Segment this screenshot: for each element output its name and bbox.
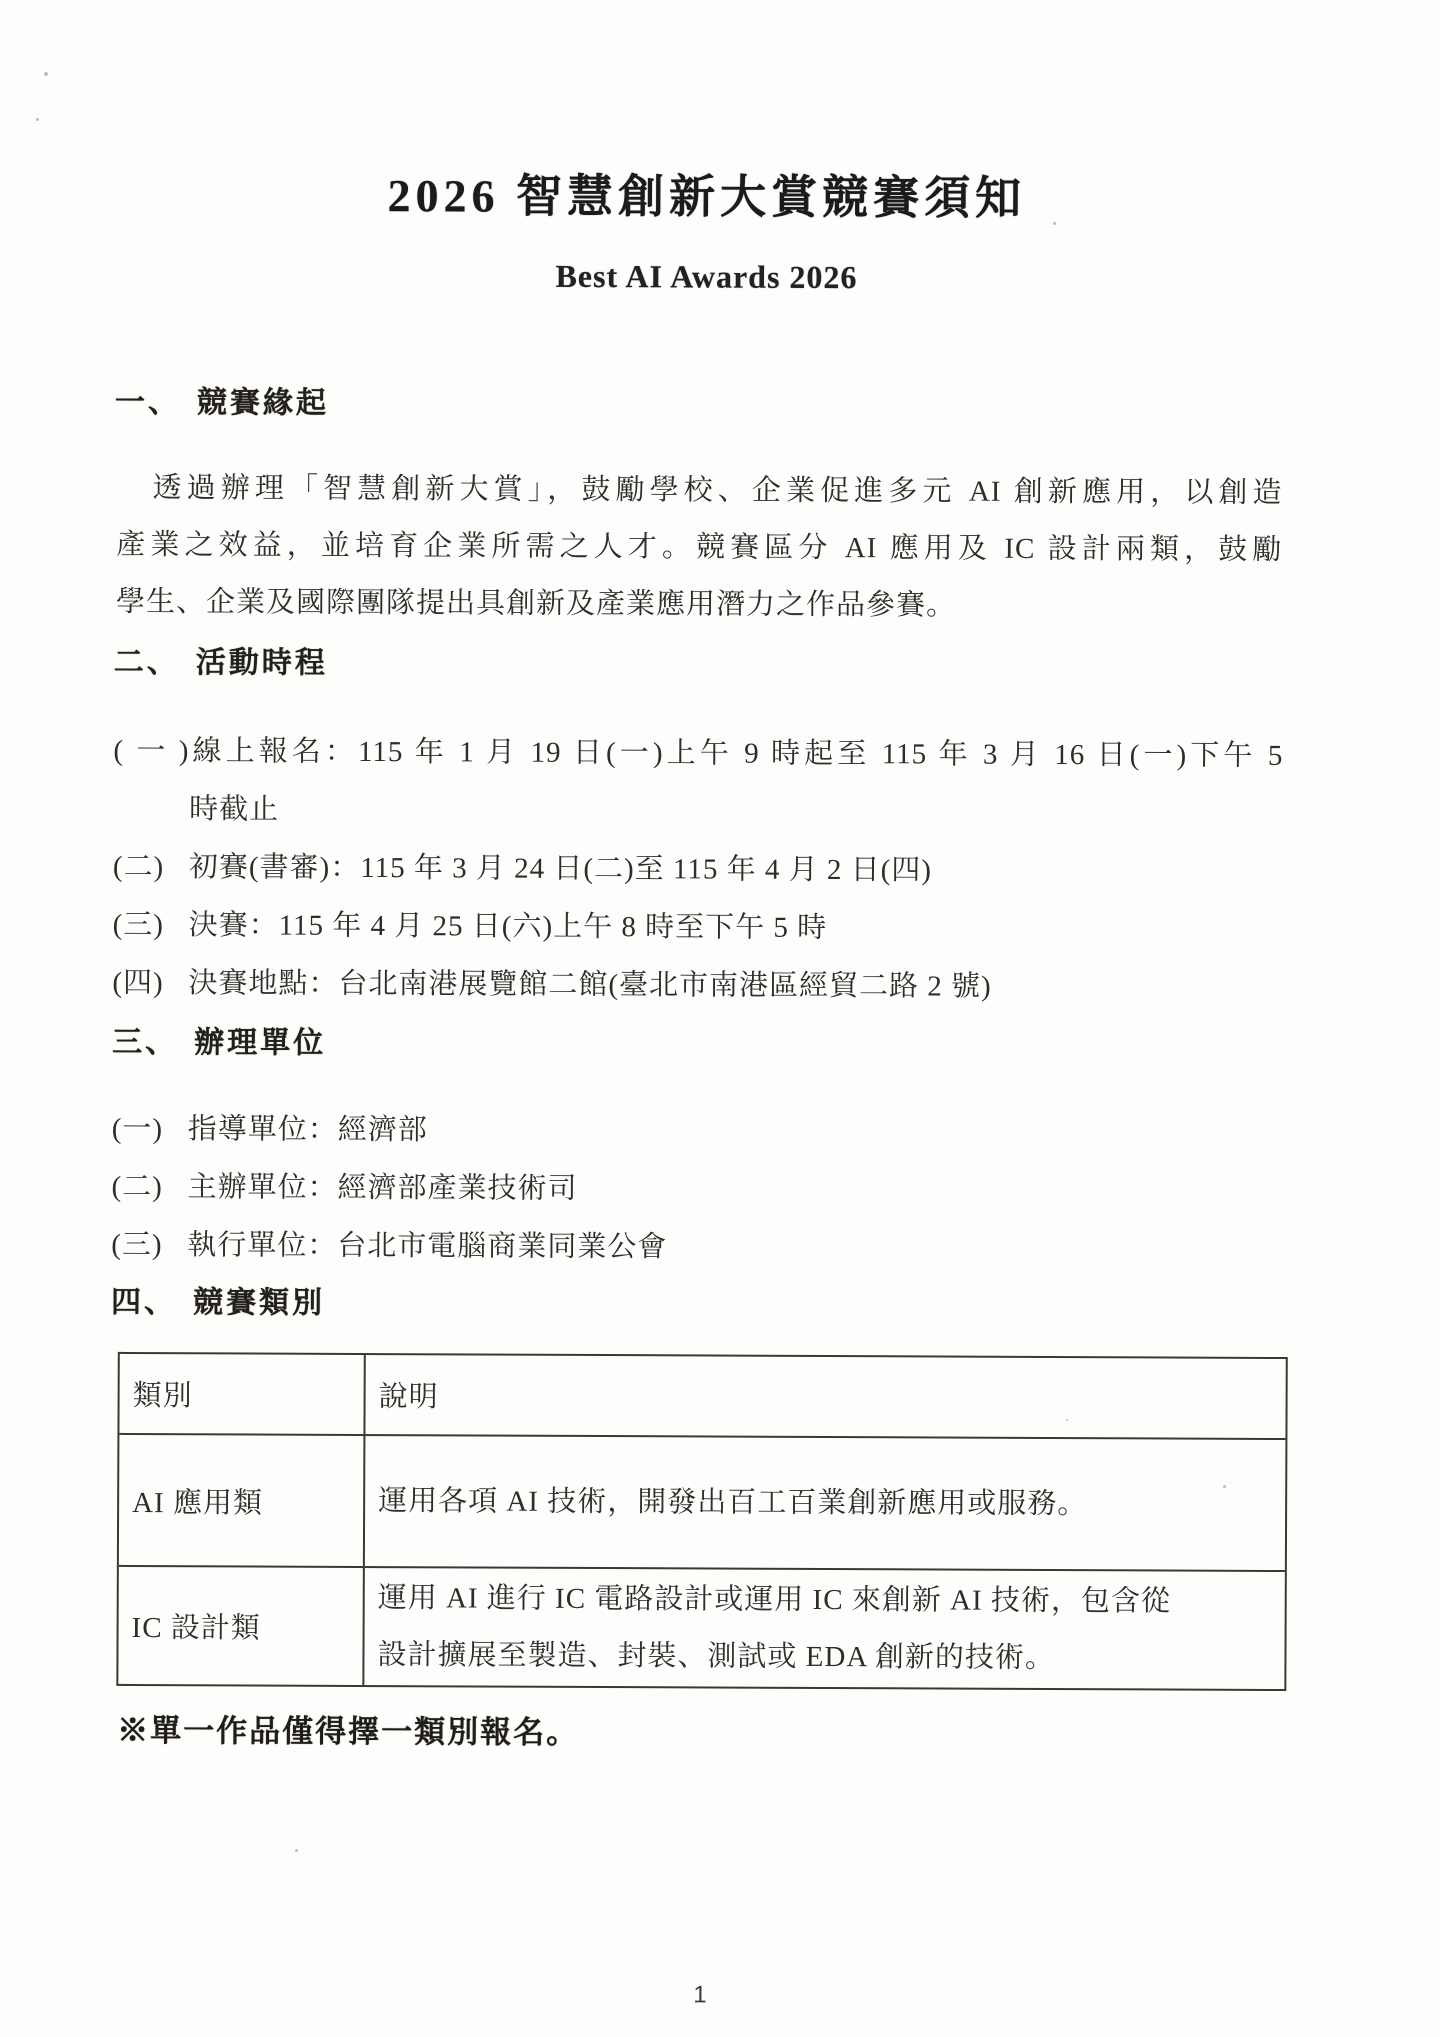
document-title: 2026 智慧創新大賞競賽須知 xyxy=(387,170,1027,224)
item-text: 主辦單位：經濟部產業技術司 xyxy=(187,1171,578,1205)
page-number: 1 xyxy=(693,1981,707,2009)
organizer-item-advisor xyxy=(112,1100,1282,1163)
cell-description xyxy=(365,1436,1286,1570)
origin-paragraph xyxy=(116,460,1283,636)
item-marker: (四) xyxy=(112,966,164,1000)
description-line: 運用 AI 進行 IC 電路設計或運用 IC 來創新 AI 技術，包含從 xyxy=(377,1581,1171,1618)
section-label: 辦理單位 xyxy=(194,1026,327,1060)
item-text: 執行單位：台北市電腦商業同業公會 xyxy=(187,1229,668,1264)
section-heading-schedule xyxy=(114,642,328,685)
section-heading-categories xyxy=(111,1282,325,1325)
item-text: 指導單位：經濟部 xyxy=(187,1113,428,1147)
section-number: 二、 xyxy=(113,645,180,680)
description-line: 設計擴展至製造、封裝、測試或 EDA 創新的技術。 xyxy=(377,1638,1056,1674)
description-lines xyxy=(377,1570,1171,1687)
section-number: 三、 xyxy=(112,1025,179,1060)
item-marker: (三) xyxy=(112,908,165,942)
paragraph-line: 學生、企業及國際團隊提出具創新及產業應用潛力之作品參賽。 xyxy=(116,585,957,622)
header-cell-description: 說明 xyxy=(378,1381,439,1414)
item-marker: (二) xyxy=(111,1170,163,1204)
cell-description xyxy=(364,1568,1285,1689)
schedule-item-final xyxy=(113,896,1283,959)
table-row-ai-application xyxy=(119,1433,1286,1570)
schedule-item-registration-cont: 時截止 xyxy=(189,793,280,826)
header-cell-category: 類別 xyxy=(119,1354,365,1434)
schedule-item-preliminary xyxy=(113,838,1283,901)
item-text: 決賽地點：台北南港展覽館二館(臺北市南港區經貿二路 2 號) xyxy=(188,967,992,1003)
schedule-item-venue xyxy=(112,954,1282,1017)
scan-speck xyxy=(1066,1419,1068,1421)
document-subtitle: Best AI Awards 2026 xyxy=(555,257,858,296)
item-text: 決賽：115 年 4 月 25 日(六)上午 8 時至下午 5 時 xyxy=(188,909,828,945)
item-text: 線上報名：115 年 1 月 19 日(一)上午 9 時起至 115 年 3 月 16 日(一)下午 5 xyxy=(189,735,1284,772)
schedule-item-registration xyxy=(113,722,1283,785)
schedule-list xyxy=(112,722,1283,1017)
description-line: 運用各項 AI 技術，開發出百工百業創新應用或服務。 xyxy=(378,1484,1088,1520)
scan-speck xyxy=(1223,1485,1226,1488)
section-number: 四、 xyxy=(110,1285,178,1320)
section-label: 競賽緣起 xyxy=(196,386,330,420)
scan-speck xyxy=(36,118,39,121)
organizer-item-executor xyxy=(111,1216,1281,1279)
category-table xyxy=(116,1352,1287,1691)
cell-category: AI 應用類 xyxy=(119,1435,366,1566)
item-marker: (三) xyxy=(111,1228,163,1262)
table-row-ic-design xyxy=(118,1565,1285,1689)
item-text: 初賽(書審)：115 年 3 月 24 日(二)至 115 年 4 月 2 日(四) xyxy=(188,851,933,887)
section-label: 競賽類別 xyxy=(192,1286,326,1320)
scan-speck xyxy=(295,1849,298,1852)
section-heading-origin xyxy=(115,382,329,425)
section-label: 活動時程 xyxy=(195,646,328,680)
scan-speck xyxy=(44,72,48,76)
item-marker: (一) xyxy=(111,1112,164,1146)
item-marker: (一) xyxy=(113,734,190,768)
section-number: 一、 xyxy=(114,385,182,420)
paragraph-line: 產業之效益，並培育企業所需之人才。競賽區分 AI 應用及 IC 設計兩類，鼓勵 xyxy=(116,528,1283,566)
item-marker: (二) xyxy=(112,850,165,884)
cell-category: IC 設計類 xyxy=(118,1567,365,1685)
table-header-row xyxy=(119,1354,1285,1438)
organizer-item-host xyxy=(111,1158,1281,1221)
paragraph-line: 透過辦理「智慧創新大賞」，鼓勵學校、企業促進多元 AI 創新應用，以創造 xyxy=(152,472,1283,509)
section-heading-organizers xyxy=(112,1022,326,1065)
scan-speck xyxy=(1053,222,1056,225)
single-category-note: ※單一作品僅得擇一類別報名。 xyxy=(117,1712,580,1750)
organizer-list xyxy=(111,1100,1282,1279)
